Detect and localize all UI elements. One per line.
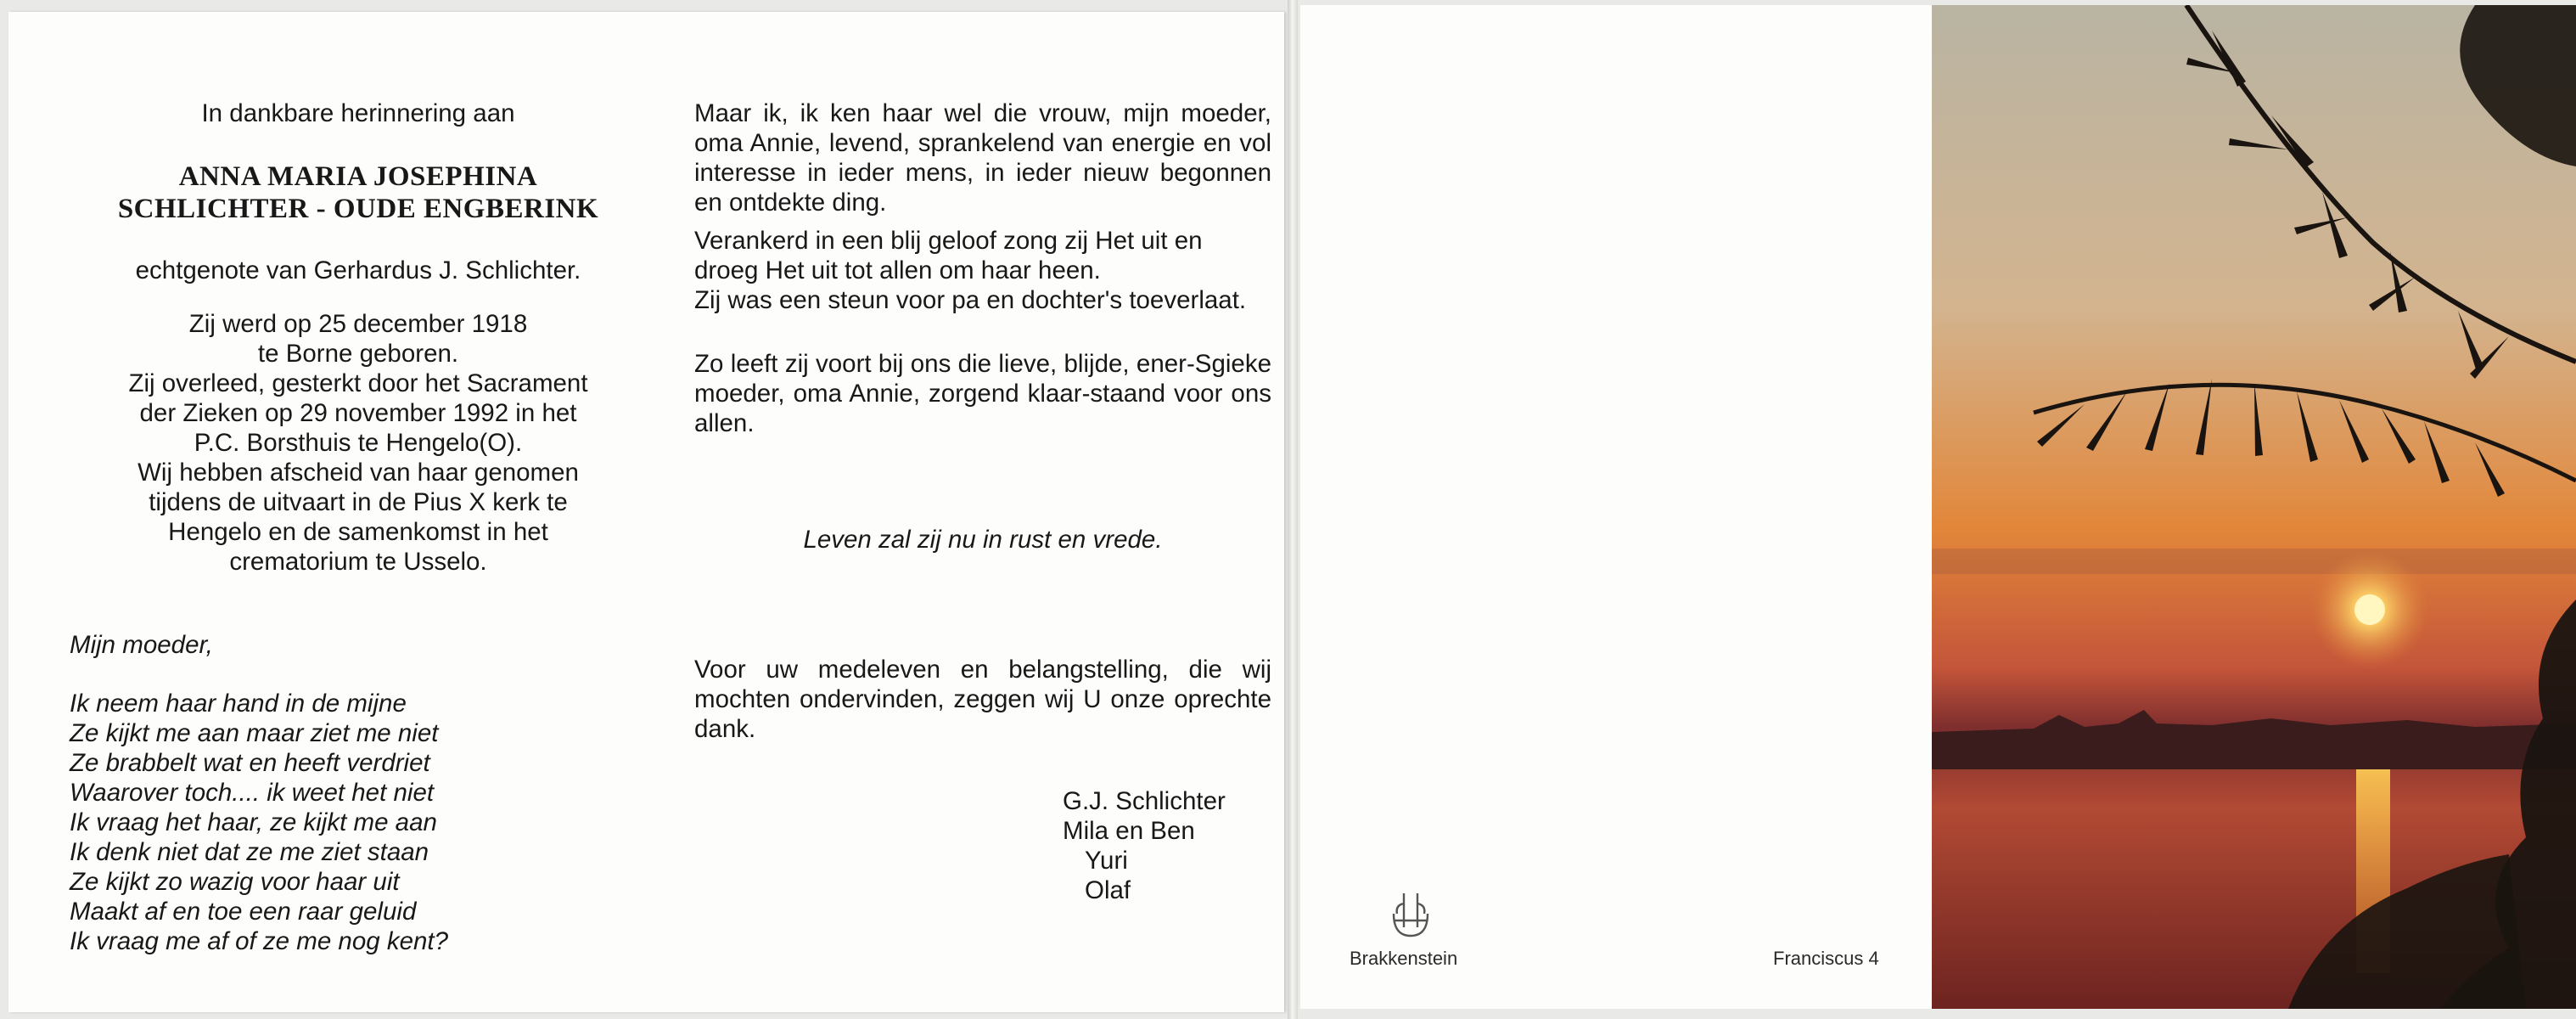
bio-line: Zij werd op 25 december 1918: [188, 310, 528, 338]
bio-line: P.C. Borsthuis te Hengelo(O).: [194, 429, 523, 457]
signature-line: Yuri: [1085, 847, 1128, 875]
poem-line: Ik vraag me af of ze me nog kent?: [70, 927, 449, 955]
name-line-1: ANNA MARIA JOSEPHINA: [178, 161, 538, 192]
card-series-label: Franciscus 4: [1773, 948, 1879, 969]
intro-line: In dankbare herinnering aan: [201, 99, 515, 127]
thanks-message: Voor uw medeleven en belangstelling, die wij mochten ondervinden, zeggen wij U onze oprechte dank.: [694, 656, 1271, 743]
poem-title: Mijn moeder,: [70, 631, 213, 659]
card-fold: [1288, 0, 1298, 1019]
outer-cover: [1300, 5, 2576, 1009]
publisher-name: Brakkenstein: [1350, 948, 1458, 969]
bio-line: der Zieken op 29 november 1992 in het: [139, 399, 577, 427]
poem-line: Ik neem haar hand in de mijne: [70, 690, 407, 718]
publisher-logo-icon: [1385, 888, 1436, 941]
spouse-line: echtgenote van Gerhardus J. Schlichter.: [135, 256, 581, 284]
poem-line: Maakt af en toe een raar geluid: [70, 898, 417, 926]
left-column: [70, 82, 647, 956]
bio-line: Hengelo en de samenkomst in het: [168, 518, 548, 546]
deceased-name: [70, 160, 647, 225]
poem-line: Ze brabbelt wat en heeft verdriet: [70, 749, 430, 777]
paragraph-faith: Verankerd in een blij geloof zong zij Het uit en droeg Het uit tot allen om haar heen.: [694, 227, 1203, 284]
signature-line: Mila en Ben: [1063, 817, 1195, 845]
motto: Leven zal zij nu in rust en vrede.: [803, 526, 1163, 554]
bio-line: tijdens de uitvaart in de Pius X kerk te: [149, 488, 568, 516]
sunset-photo: [1932, 5, 2576, 1009]
bio-line: Zij overleed, gesterkt door het Sacrament: [128, 369, 588, 397]
poem-line: Ik denk niet dat ze me ziet staan: [70, 838, 429, 866]
poem-line: Ze kijkt zo wazig voor haar uit: [70, 868, 400, 896]
bio-line: Wij hebben afscheid van haar genomen: [137, 459, 579, 487]
poem-line: Waarover toch.... ik weet het niet: [70, 779, 435, 807]
bio-line: crematorium te Usselo.: [229, 548, 487, 576]
poem: [70, 689, 647, 956]
signature-line: Olaf: [1085, 876, 1131, 904]
paragraph-support: Zij was een steun voor pa en dochter's toeverlaat.: [694, 286, 1247, 314]
bio-line: te Borne geboren.: [257, 340, 459, 368]
poem-line: Ze kijkt me aan maar ziet me niet: [70, 719, 439, 747]
poem-line: Ik vraag het haar, ze kijkt me aan: [70, 808, 437, 836]
signature-line: G.J. Schlichter: [1063, 787, 1226, 815]
paragraph-memory: Maar ik, ik ken haar wel die vrouw, mijn moeder, oma Annie, levend, sprankelend van energie en vol interesse in ieder mens, in ieder nieuw begonnen en ontdekte ding.: [694, 99, 1271, 217]
name-line-2: SCHLICHTER - OUDE ENGBERINK: [117, 194, 599, 224]
signatures: [1063, 786, 1271, 905]
paragraph-legacy: Zo leeft zij voort bij ons die lieve, blijde, ener-Sgieke moeder, oma Annie, zorgend klaar-staand voor ons allen.: [694, 350, 1271, 437]
middle-column: [694, 82, 1271, 905]
inner-spread: [8, 12, 1284, 1012]
sun: [2354, 594, 2385, 625]
biography: [70, 309, 647, 577]
